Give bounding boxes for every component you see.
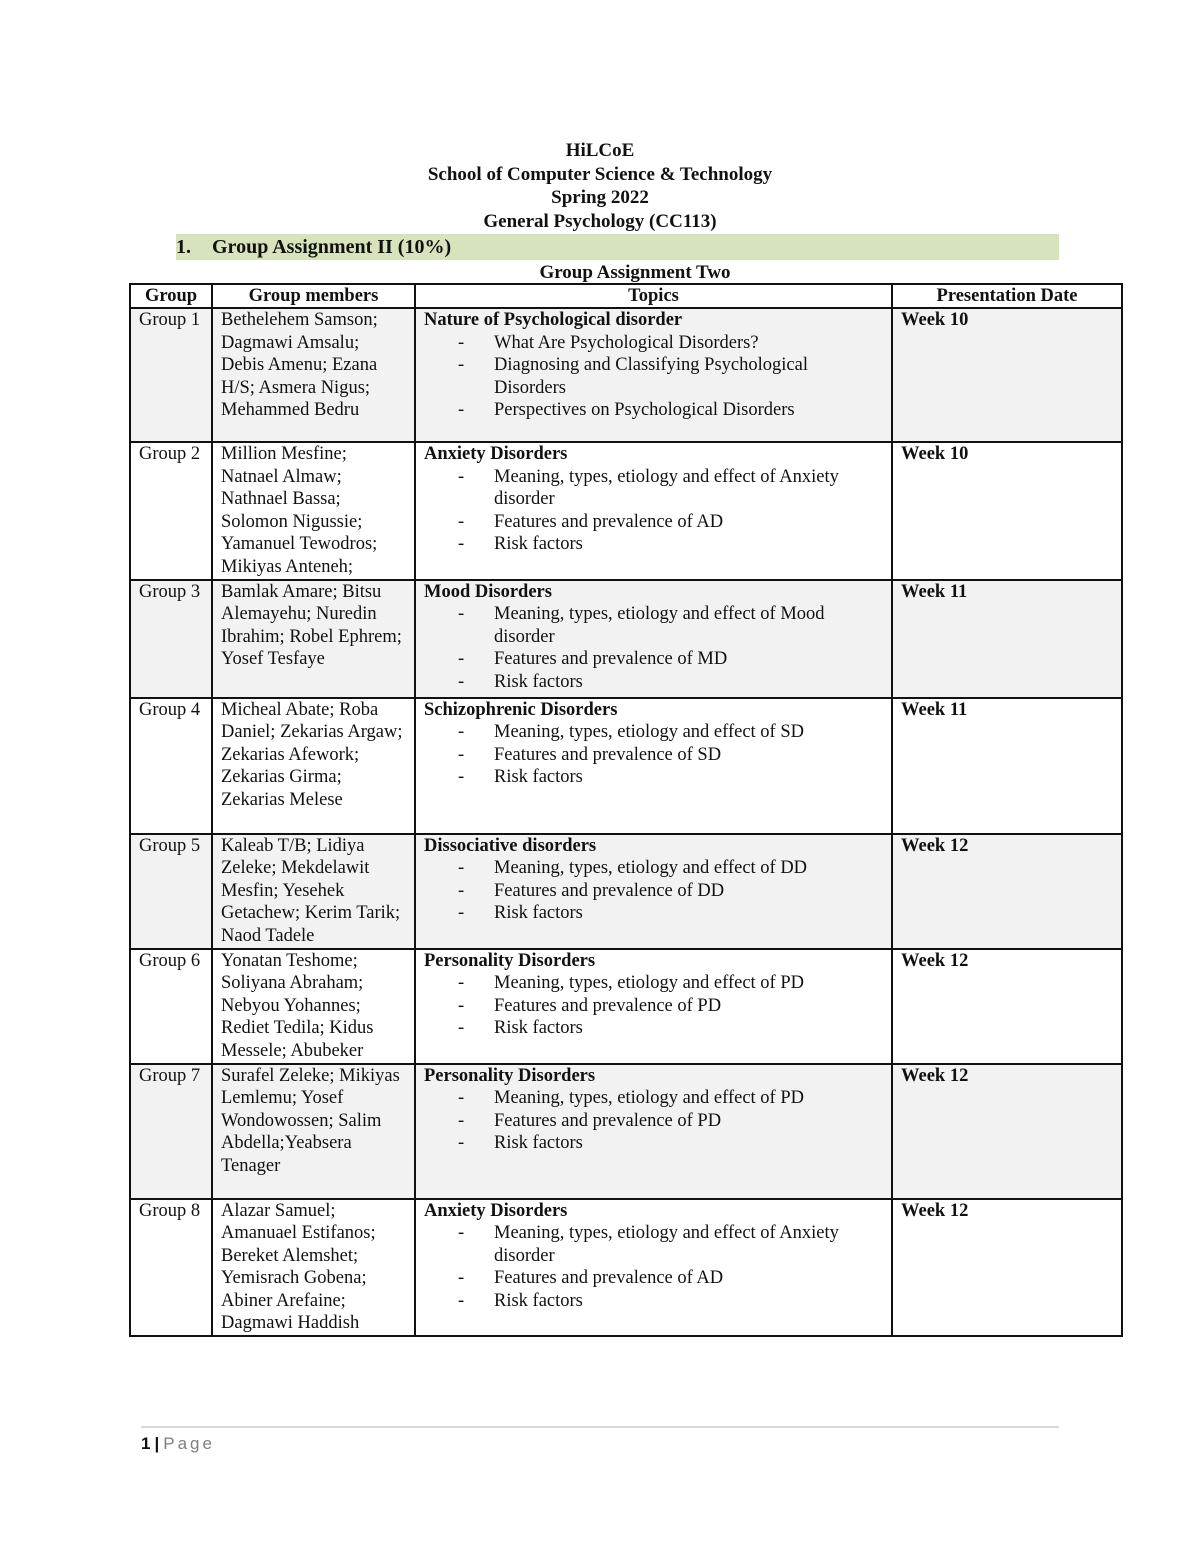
document-header [0,139,1200,233]
table-row [130,949,1122,1064]
subtopic-item [424,1267,883,1290]
members-cell: Bamlak Amare; Bitsu Alemayehu; Nuredin Ibrahim; Robel Ephrem; Yosef Tesfaye [212,580,415,698]
subtopic-item [424,857,883,880]
subtopic-text: Meaning, types, etiology and effect of PD [494,973,804,994]
assignment-table [129,283,1123,1337]
subtopic-text: What Are Psychological Disorders? [494,332,759,353]
presentation-date-cell: Week 11 [892,580,1122,698]
members-cell: Yonatan Teshome; Soliyana Abraham; Nebyou Yohannes; Rediet Tedila; Kidus Messele; Abubeker [212,949,415,1064]
group-cell: Group 1 [130,308,212,442]
subtopic-item [424,354,883,399]
column-header-topics: Topics [415,284,892,308]
subtopic-item [424,880,883,903]
column-header-date: Presentation Date [892,284,1122,308]
subtopic-text: Perspectives on Psychological Disorders [494,400,795,421]
subtopic-item [424,466,883,511]
presentation-date-cell: Week 12 [892,1199,1122,1337]
subtopic-item [424,995,883,1018]
topic-cell [415,1064,892,1199]
subtopic-text: Risk factors [494,1133,583,1154]
group-cell: Group 8 [130,1199,212,1337]
page-number: 1 [141,1434,151,1453]
subtopic-text: Features and prevalence of PD [494,995,722,1016]
subtopic-text: Meaning, types, etiology and effect of Anxiety disorder [494,1223,839,1266]
members-cell: Surafel Zeleke; Mikiyas Lemlemu; Yosef Wondowossen; Salim Abdella;Yeabsera Tenager [212,1064,415,1199]
dash-bullet-icon: - [458,1133,465,1154]
dash-bullet-icon: - [458,1110,465,1131]
topic-title: Anxiety Disorders [424,1200,568,1221]
course-title: General Psychology (CC113) [483,210,717,232]
subtopic-text: Risk factors [494,767,583,788]
subtopic-item [424,721,883,744]
presentation-date-cell: Week 10 [892,308,1122,442]
presentation-date-cell: Week 10 [892,442,1122,580]
topic-cell [415,580,892,698]
subtopic-text: Meaning, types, etiology and effect of DD [494,858,808,879]
group-cell: Group 6 [130,949,212,1064]
subtopic-text: Risk factors [494,903,583,924]
subtopic-item [424,332,883,355]
subtopic-list [424,857,883,925]
subtopic-text: Features and prevalence of DD [494,880,725,901]
presentation-date-cell: Week 12 [892,949,1122,1064]
dash-bullet-icon: - [458,671,465,692]
presentation-date-cell: Week 12 [892,834,1122,949]
subtopic-item [424,671,883,694]
page-separator: | [154,1434,160,1453]
dash-bullet-icon: - [458,973,465,994]
subtopic-list [424,603,883,693]
subtopic-item [424,1290,883,1313]
dash-bullet-icon: - [458,1088,465,1109]
dash-bullet-icon: - [458,534,465,555]
dash-bullet-icon: - [458,722,465,743]
subtopic-text: Features and prevalence of AD [494,511,724,532]
topic-cell [415,1199,892,1337]
subtopic-item [424,603,883,648]
topic-title: Dissociative disorders [424,835,597,856]
group-cell: Group 2 [130,442,212,580]
subtopic-text: Features and prevalence of AD [494,1268,724,1289]
topic-title: Nature of Psychological disorder [424,310,683,330]
subtopic-item [424,766,883,789]
group-cell: Group 4 [130,698,212,834]
section-number: 1. [176,236,191,258]
dash-bullet-icon: - [458,1223,465,1244]
page-footer [141,1434,215,1454]
dash-bullet-icon: - [458,604,465,625]
section-title: Group Assignment II (10%) [212,236,452,258]
subtopic-text: Features and prevalence of SD [494,744,722,765]
section-heading [176,234,1059,260]
dash-bullet-icon: - [458,995,465,1016]
subtopic-item [424,533,883,556]
subtopic-item [424,1087,883,1110]
table-row [130,834,1122,949]
subtopic-item [424,1110,883,1133]
column-header-group: Group [130,284,212,308]
subtopic-list [424,1087,883,1155]
subtopic-list [424,466,883,556]
dash-bullet-icon: - [458,332,465,353]
dash-bullet-icon: - [458,1268,465,1289]
presentation-date-cell: Week 11 [892,698,1122,834]
table-row [130,1064,1122,1199]
footer-divider [141,1426,1059,1428]
subtopic-item [424,1222,883,1267]
table-row [130,698,1122,834]
topic-cell [415,442,892,580]
topic-cell [415,834,892,949]
dash-bullet-icon: - [458,744,465,765]
column-header-members: Group members [212,284,415,308]
dash-bullet-icon: - [458,649,465,670]
members-cell: Million Mesfine; Natnael Almaw; Nathnael Bassa; Solomon Nigussie; Yamanuel Tewodros; Mikiyas Anteneh; [212,442,415,580]
subtopic-text: Features and prevalence of MD [494,649,728,670]
group-cell: Group 7 [130,1064,212,1199]
table-row [130,1199,1122,1337]
subtopic-item [424,648,883,671]
dash-bullet-icon: - [458,400,465,421]
table-body [130,308,1122,1336]
page-word: Page [163,1434,215,1453]
members-cell: Bethelehem Samson; Dagmawi Amsalu; Debis Amenu; Ezana H/S; Asmera Nigus; Mehammed Bedru [212,308,415,442]
topic-cell [415,698,892,834]
subtopic-item [424,902,883,925]
table-row [130,308,1122,442]
topic-title: Personality Disorders [424,950,596,971]
subtopic-text: Risk factors [494,1290,583,1311]
dash-bullet-icon: - [458,1018,465,1039]
subtopic-item [424,511,883,534]
subtopic-list [424,1222,883,1312]
subtopic-list [424,721,883,789]
members-cell: Kaleab T/B; Lidiya Zeleke; Mekdelawit Mesfin; Yesehek Getachew; Kerim Tarik; Naod Tadele [212,834,415,949]
table-row [130,442,1122,580]
dash-bullet-icon: - [458,767,465,788]
dash-bullet-icon: - [458,511,465,532]
subtopic-list [424,972,883,1040]
subtopic-text: Meaning, types, etiology and effect of Anxiety disorder [494,466,839,510]
dash-bullet-icon: - [458,1290,465,1311]
topic-title: Schizophrenic Disorders [424,699,618,720]
table-row [130,580,1122,698]
subtopic-item [424,1132,883,1155]
subtopic-item [424,744,883,767]
dash-bullet-icon: - [458,903,465,924]
subtopic-item [424,972,883,995]
table-header-row [130,284,1122,308]
members-cell: Micheal Abate; Roba Daniel; Zekarias Argaw; Zekarias Afework; Zekarias Girma; Zekarias Melese [212,698,415,834]
topic-title: Personality Disorders [424,1065,596,1086]
subtopic-text: Features and prevalence of PD [494,1110,722,1131]
subtopic-text: Risk factors [494,671,583,692]
members-cell: Alazar Samuel; Amanuael Estifanos; Bereket Alemshet; Yemisrach Gobena; Abiner Arefaine; Dagmawi Haddish [212,1199,415,1337]
presentation-date-cell: Week 12 [892,1064,1122,1199]
topic-title: Anxiety Disorders [424,444,568,464]
dash-bullet-icon: - [458,880,465,901]
school-name: School of Computer Science & Technology [427,163,773,185]
institution-name: HiLCoE [565,140,635,161]
subtopic-text: Meaning, types, etiology and effect of Mood disorder [494,604,825,647]
subtopic-item [424,399,883,422]
table-caption: Group Assignment Two [539,262,731,283]
subtopic-text: Risk factors [494,1018,583,1039]
subtopic-text: Meaning, types, etiology and effect of PD [494,1088,804,1109]
group-cell: Group 3 [130,580,212,698]
subtopic-list [424,332,883,422]
term-label: Spring 2022 [551,187,649,208]
subtopic-text: Meaning, types, etiology and effect of SD [494,722,804,743]
subtopic-text: Risk factors [494,534,583,555]
dash-bullet-icon: - [458,355,465,376]
topic-title: Mood Disorders [424,581,552,602]
topic-cell [415,949,892,1064]
dash-bullet-icon: - [458,466,465,487]
topic-cell [415,308,892,442]
subtopic-item [424,1017,883,1040]
subtopic-text: Diagnosing and Classifying Psychological Disorders [494,355,808,398]
group-cell: Group 5 [130,834,212,949]
dash-bullet-icon: - [458,858,465,879]
